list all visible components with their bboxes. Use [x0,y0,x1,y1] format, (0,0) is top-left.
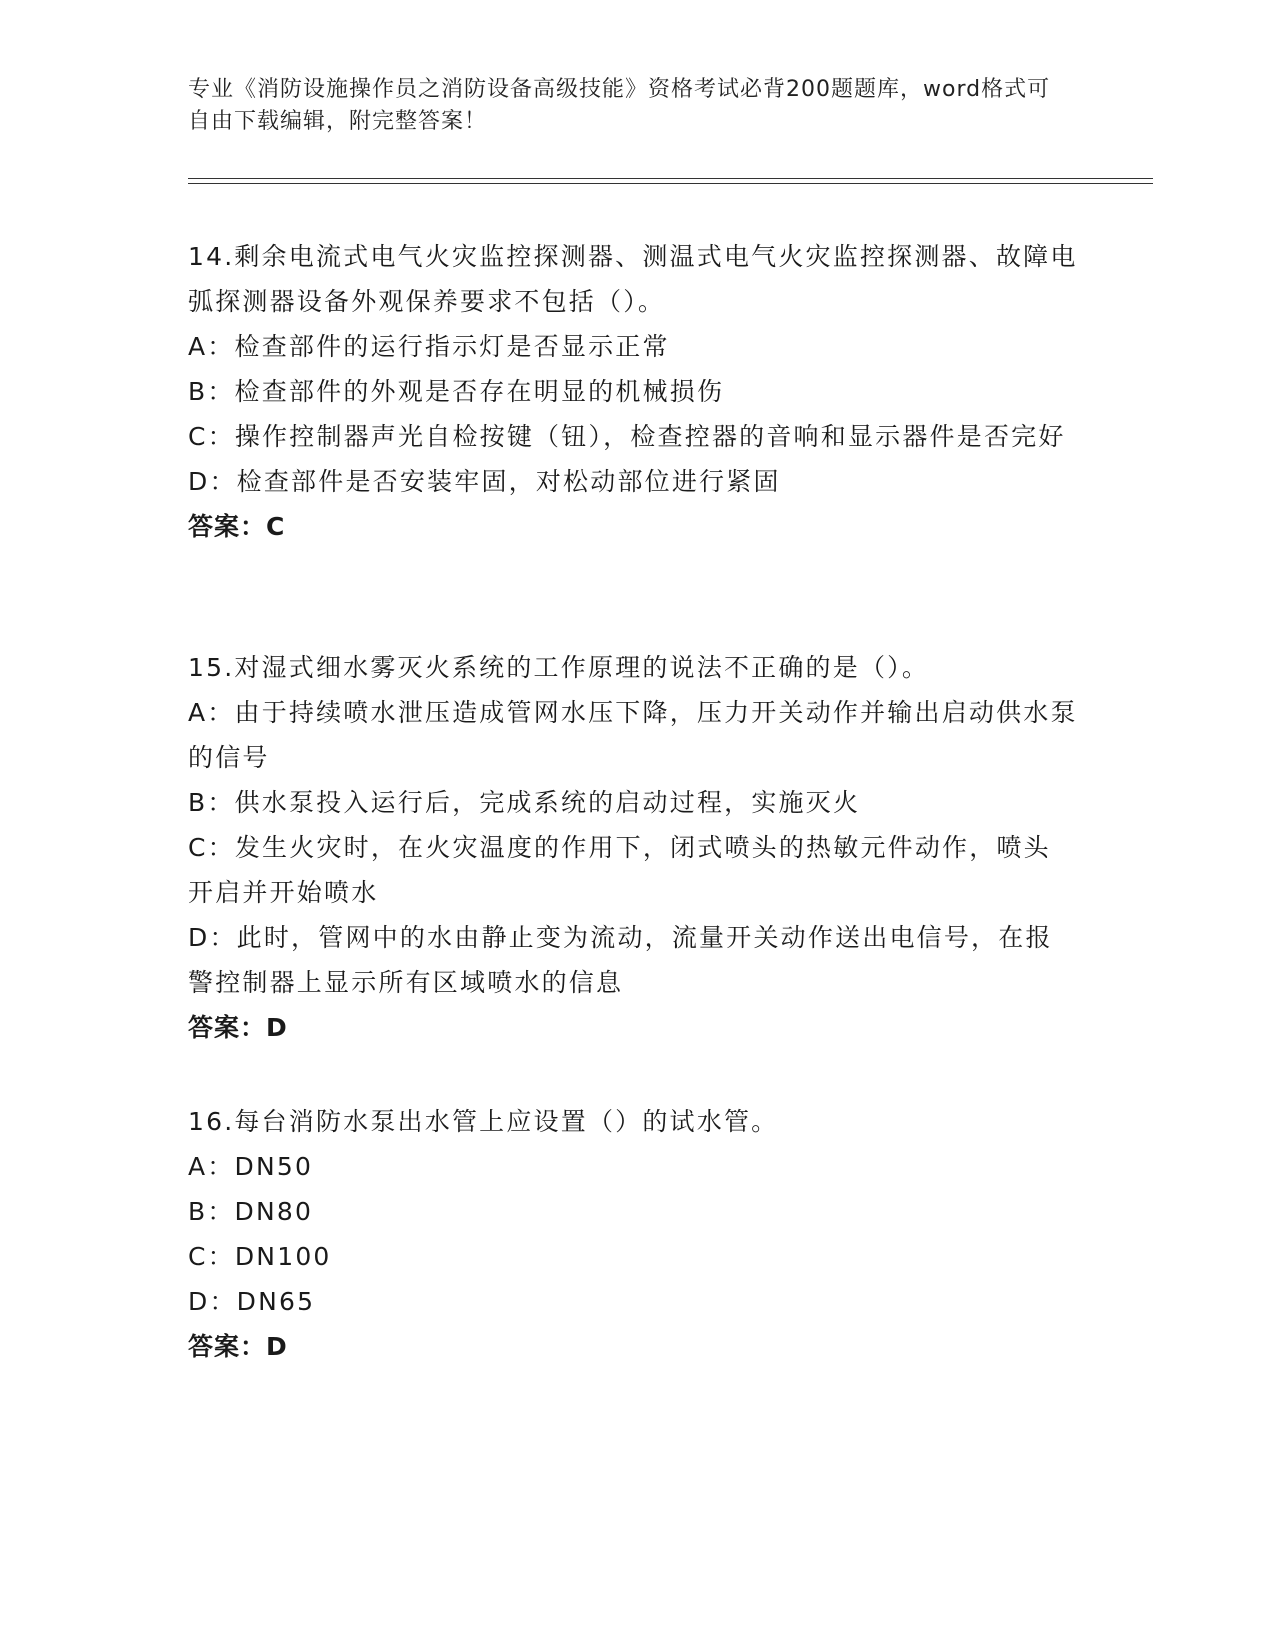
option-a: A：由于持续喷水泄压造成管网水压下降，压力开关动作并输出启动供水泵的信号 [188,698,1078,772]
question-14 [188,234,1078,549]
question-stem: 15.对湿式细水雾灭火系统的工作原理的说法不正确的是（）。 [188,653,930,682]
option-c: C：DN100 [188,1242,332,1271]
option-b: B：DN80 [188,1197,314,1226]
option-d: D：DN65 [188,1287,316,1316]
option-d: D：检查部件是否安装牢固，对松动部位进行紧固 [188,467,781,496]
question-stem: 16.每台消防水泵出水管上应设置（）的试水管。 [188,1107,779,1136]
option-d: D：此时，管网中的水由静止变为流动，流量开关动作送出电信号，在报警控制器上显示所有区域喷水的信息 [188,923,1053,997]
option-b: B：供水泵投入运行后，完成系统的启动过程，实施灭火 [188,788,861,817]
question-16 [188,1099,1078,1369]
question-stem: 14.剩余电流式电气火灾监控探测器、测温式电气火灾监控探测器、故障电弧探测器设备外观保养要求不包括（）。 [188,242,1078,316]
document-header: 专业《消防设施操作员之消防设备高级技能》资格考试必背200题题库，word格式可自由下载编辑，附完整答案！ [188,77,1051,134]
header-divider-top [188,178,1153,179]
option-c: C：发生火灾时，在火灾温度的作用下，闭式喷头的热敏元件动作，喷头开启并开始喷水 [188,833,1051,907]
answer: 答案：D [188,1013,288,1042]
question-15 [188,645,1078,1050]
option-a: A：DN50 [188,1152,314,1181]
header-divider-bottom [188,183,1153,184]
option-b: B：检查部件的外观是否存在明显的机械损伤 [188,377,725,406]
answer: 答案：D [188,1332,288,1361]
option-a: A：检查部件的运行指示灯是否显示正常 [188,332,670,361]
answer: 答案：C [188,512,286,541]
option-c: C：操作控制器声光自检按键（钮），检查控器的音响和显示器件是否完好 [188,422,1066,451]
